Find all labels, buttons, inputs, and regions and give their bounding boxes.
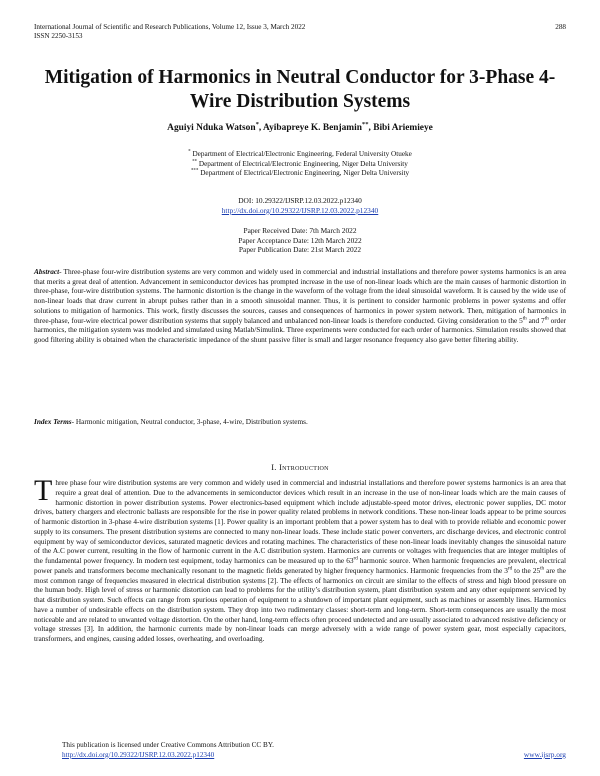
affiliation <box>40 150 560 160</box>
affiliation-mark: *** <box>190 168 199 174</box>
author-name: Ayibapreye K. Benjamin <box>263 123 362 133</box>
affiliation <box>40 160 560 170</box>
section-numeral: I. <box>271 463 277 472</box>
page-number: 288 <box>555 23 566 31</box>
license-text: This publication is licensed under Creative Commons Attribution CC BY. <box>62 741 274 749</box>
paper-title: Mitigation of Harmonics in Neutral Conductor for 3-Phase 4-Wire Distribution Systems <box>44 67 556 112</box>
affiliation-text: Department of Electrical/Electronic Engineering, Federal University Otueke <box>192 150 412 158</box>
introduction-body <box>34 474 567 644</box>
doi-block <box>40 196 560 216</box>
section-title: Introduction <box>279 463 329 472</box>
affiliation-text: Department of Electrical/Electronic Engineering, Niger Delta University <box>200 169 410 177</box>
abstract <box>34 267 566 345</box>
footer-doi-link[interactable]: http://dx.doi.org/10.29322/IJSRP.12.03.2022.p12340 <box>62 750 215 759</box>
superscript: rd <box>353 555 358 562</box>
acceptance-date: Paper Acceptance Date: 12th March 2022 <box>238 235 362 245</box>
issn: ISSN 2250-3153 <box>34 32 83 40</box>
journal-site-link[interactable]: www.ijsrp.org <box>523 750 566 759</box>
body-text: are the most common range of frequencies measured in electrical distribution systems [2]. The effects of harmonics on circuit are similar to the effects of stress and high blood pressure on the human body. High level of stress or harmonic distortion can lead to problems for the utility’s distribution system, plant distribution system and any other equipment serviced by that distribution system. Such effects can range from spurious operation of equipment to a shutdown of important plant equipment, such as machines or assembly lines. Harmonics have a number of undesirable effects on the distribution system. They drop into two rudimentary classes: short-term and long-term. Short-term consequences are usually the most noticeable and are related to unwanted voltage distortion. On the other hand, long-term effects often proceed undetected and are usually associated to advanced resistive deficiency or voltage stresses [3]. In addition, the harmonic currents made by non-linear loads can merge adversely with a wide range of power system gear, most especially capacitors, transformers, and engines, causing added losses, overheating, and overloading. <box>34 565 566 643</box>
body-text: harmonic source. When harmonic frequencies are prevalent, electrical power panels and transformers become mechanically resonant to the magnetic fields generated by higher frequency harmonics. Harmonic frequencies from the 3 <box>34 556 567 575</box>
abstract-text: and 7 <box>526 315 545 325</box>
body-text: to the 25 <box>512 565 541 575</box>
index-terms-text: - Harmonic mitigation, Neutral conductor, 3-phase, 4-wire, Distribution systems. <box>71 417 308 426</box>
author-mark: ** <box>361 120 369 128</box>
affiliation-mark: * <box>188 149 191 155</box>
section-heading <box>40 463 560 472</box>
drop-cap: T <box>34 474 53 507</box>
affiliation-mark: ** <box>192 159 198 165</box>
author-mark: * <box>255 120 259 128</box>
dates-block <box>40 226 560 255</box>
affiliation-text: Department of Electrical/Electronic Engineering, Niger Delta University <box>198 159 408 168</box>
footer-site <box>524 750 566 759</box>
journal-name: International Journal of Scientific and Research Publications, Volume 12, Issue 3, March 2022 <box>34 23 306 31</box>
superscript: th <box>540 565 545 572</box>
running-header <box>34 23 305 41</box>
index-terms <box>34 417 566 426</box>
abstract-text: order harmonics, the mitigation system was modeled and simulated using Matlab/Simulink. Three experiments were conducted for each order of harmonics. Simulation results showed that good filtering ability is obtained when the characteristic impedance of the shunt passive filter is small and larger resonance frequency also gave better filtering ability. <box>34 315 566 344</box>
footer <box>62 741 274 760</box>
affiliations <box>40 150 560 179</box>
author-name: Bibi Ariemieye <box>373 123 433 133</box>
publication-date: Paper Publication Date: 21st March 2022 <box>238 245 362 255</box>
superscript: th <box>522 315 527 322</box>
received-date: Paper Received Date: 7th March 2022 <box>243 226 357 235</box>
abstract-label: Abstract <box>34 267 60 276</box>
author-name: Aguiyi Nduka Watson <box>167 123 256 133</box>
doi-link[interactable]: http://dx.doi.org/10.29322/IJSRP.12.03.2022.p12340 <box>221 205 379 215</box>
affiliation <box>40 169 560 179</box>
index-terms-label: Index Terms <box>34 417 72 426</box>
abstract-text: - Three-phase four-wire distribution systems are very common and widely used in commercial and industrial installations and therefore power systems harmonics is an area that merits a great deal of attention. Advancement in semiconductor devices has prompted increase in the use of non-linear loads which are the main causes of harmonic distortion in three-phase, four-wire distribution systems. The harmonic distortion is the change in the waveform of the voltage from the ideal sinusoidal waveform. It is caused by the wide use of non-linear loads that draw current in abrupt pulses rather than in a smooth sinusoidal manner. Thus, it is pertinent to consider harmonic problems in power systems and offer solutions to mitigation of harmonics. This work, firstly discusses the sources, causes and consequences of harmonics in power system network. Then, mitigation of harmonics in three-phase, four-wire electrical power distribution systems that supply balanced and unbalanced non-linear loads is therefore conducted. Giving consideration to the 5 <box>34 267 566 325</box>
superscript: th <box>544 315 549 322</box>
author-list: Aguiyi Nduka Watson*, Ayibapreye K. Benjamin**, Bibi Ariemieye <box>167 120 433 133</box>
doi-label: DOI: 10.29322/IJSRP.12.03.2022.p12340 <box>238 196 362 205</box>
body-text: hree phase four wire distribution systems are very common and widely used in commercial and industrial installations and therefore power systems harmonics is an area that require a great deal of attention. Due to the advancements in semiconductor devices which result in an increase in the use of non-linear loads which are the main causes of harmonic distortion in power distribution systems. Power electronics-based equipment which include adjustable-speed motor drives, electronic power supplies, DC motor drives, battery chargers and electronic ballasts are responsible for the rise in power quality related problems in network conditions. These non-linear loads appear to be prime sources of harmonic distortion in 3-phase 4-wire distribution systems [1]. Power quality is an important problem that a power system has to deal with to provide reliable and economic power supply to its consumers. The present distribution systems are connected to many non-linear loads. These include static power converters, arc discharge devices, and electronic control equipment by way of semiconductor devices, saturated magnetic devices and rotating machines. The characteristics of these non-linear loads inevitably changes the sinusoidal nature of the A.C power current, resulting in the flow of harmonic current in the A.C distribution system. Harmonics are currents or voltages with frequencies that are integer multiples of the fundamental power frequency. In modern test equipment, today harmonics can be measured up to the 63 <box>34 478 566 565</box>
superscript: rd <box>507 565 513 572</box>
